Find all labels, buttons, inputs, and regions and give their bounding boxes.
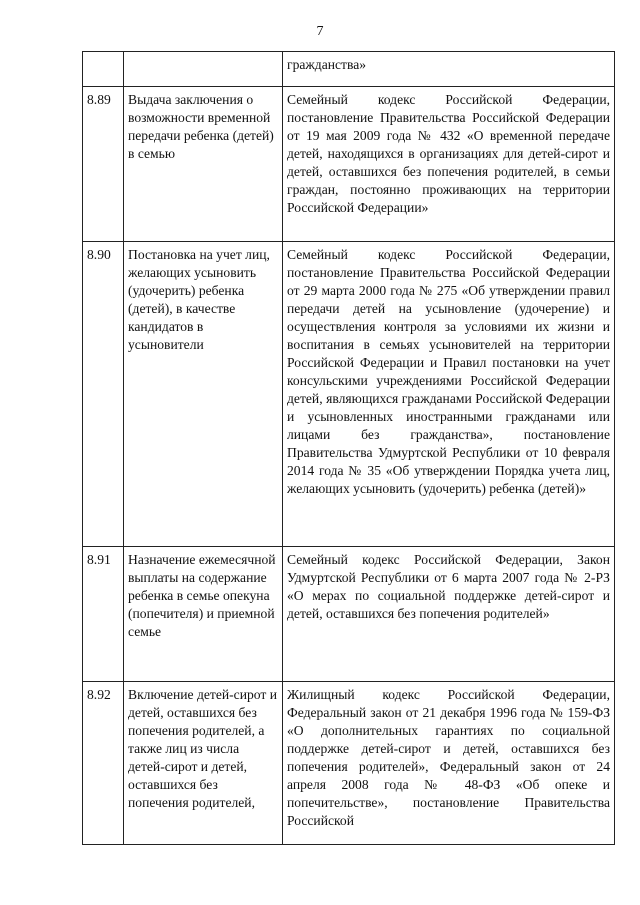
service-name: Выдача заключения о возможности временной передачи ребенка (детей) в семью [128,92,274,161]
row-number: 8.92 [87,687,111,702]
service-name-cell [124,87,283,242]
service-name: Постановка на учет лиц, желающих усыновить (удочерить) ребенка (детей), в качестве кандидатов в усыновители [128,247,270,352]
row-number-cell [83,547,124,682]
row-number-cell [83,242,124,547]
service-name-cell [124,242,283,547]
legal-basis-cell [283,682,615,845]
table-row [83,87,615,242]
table-row [83,242,615,547]
table-row [83,547,615,682]
legal-basis: Семейный кодекс Российской Федерации, постановление Правительства Российской Федерации от 29 марта 2000 года № 275 «Об утверждении правил передачи детей на усыновление (удочерение) и осуществления контроля за условиями их жизни и воспитания в семьях усыновителей на территории Российской Федерации и Правил постановки на учет консульскими учреждениями Российской Федерации детей, являющихся гражданами Российской Федерации и усыновленных иностранными гражданами или лицами без гражданства», постановление Правительства Удмуртской Республики от 10 февраля 2014 года № 35 «Об утверждении Порядка учета лиц, желающих усыновить (удочерить) ребенка (детей)» [287,247,610,496]
services-table [82,51,615,845]
legal-basis: гражданства» [287,57,367,72]
row-number-cell [83,87,124,242]
legal-basis-cell [283,242,615,547]
service-name-cell [124,52,283,87]
row-number-cell [83,52,124,87]
service-name-cell [124,547,283,682]
service-name-cell [124,682,283,845]
row-number-cell [83,682,124,845]
service-name: Назначение ежемесячной выплаты на содержание ребенка в семье опекуна (попечителя) и приемной семье [128,552,276,639]
row-number: 8.91 [87,552,111,567]
row-number: 8.90 [87,247,111,262]
legal-basis: Семейный кодекс Российской Федерации, Закон Удмуртской Республики от 6 марта 2007 года № 2-РЗ «О мерах по социальной поддержке детей-сирот и детей, оставшихся без попечения родителей» [287,552,610,621]
table-row [83,682,615,845]
service-name: Включение детей-сирот и детей, оставшихся без попечения родителей, а также лиц из числа детей-сирот и детей, оставшихся без попечения родителей, [128,687,278,810]
row-number: 8.89 [87,92,111,107]
legal-basis: Семейный кодекс Российской Федерации, постановление Правительства Российской Федерации от 19 мая 2009 года № 432 «О временной передаче детей, находящихся в организациях для детей-сирот и детей, оставшихся без попечения родителей, в семьи граждан, постоянно проживающих на территории Российской Федерации» [287,92,610,215]
table-row [83,52,615,87]
legal-basis-cell [283,547,615,682]
legal-basis: Жилищный кодекс Российской Федерации, Федеральный закон от 21 декабря 1996 года № 159-ФЗ «О дополнительных гарантиях по социальной поддержке детей-сирот и детей, оставшихся без попечения родителей», Федеральный закон от 24 апреля 2008 года № 48-ФЗ «Об опеке и попечительстве», постановление Правительства Российской [287,687,610,828]
legal-basis-cell [283,87,615,242]
legal-basis-cell [283,52,615,87]
page-number: 7 [316,24,324,39]
